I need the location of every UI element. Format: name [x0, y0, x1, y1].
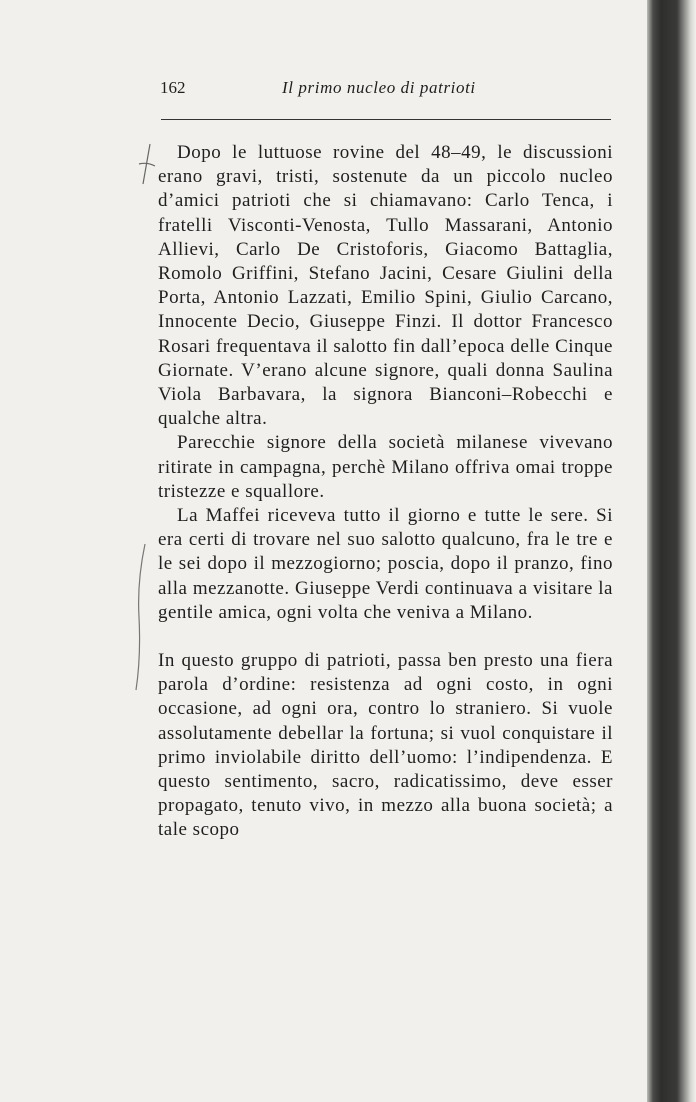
page-header	[158, 78, 610, 104]
paragraph: Dopo le luttuose rovine del 48–49, le discussioni erano gravi, tristi, sostenute da un piccolo nucleo d’amici patrioti che si chiamavano: Carlo Tenca, i fratelli Visconti-Venosta, Tullo Massarani, Antonio Allievi, Carlo De Cristoforis, Giacomo Battaglia, Romolo Griffini, Stefano Jacini, Cesare Giulini della Porta, Antonio Lazzati, Emilio Spini, Giulio Carcano, Innocente Decio, Giuseppe Finzi. Il dottor Francesco Rosari frequentava il salotto fin dall’epoca delle Cinque Giornate. V’erano alcune signore, quali donna Saulina Viola Barbavara, la signora Bianconi–Robecchi e qualche altra.	[158, 142, 613, 430]
body-text	[158, 141, 613, 843]
handwritten-cross-mark	[138, 142, 156, 186]
page-binding-edge	[647, 0, 696, 1102]
header-rule	[161, 119, 611, 120]
page-number: 162	[160, 78, 186, 97]
paragraph: Parecchie signore della società milanese vivevano ritirate in campagna, perchè Milano offriva omai troppe tristezze e squallore.	[158, 432, 613, 502]
running-head: Il primo nucleo di patrioti	[282, 78, 476, 97]
paragraph: La Maffei riceveva tutto il giorno e tutte le sere. Si era certi di trovare nel suo salotto qualcuno, fra le tre e le sei dopo il mezzogiorno; poscia, dopo il pranzo, fino alla mezzanotte. Giuseppe Verdi continuava a visitare la gentile amica, ogni volta che veniva a Milano.	[158, 505, 613, 623]
handwritten-margin-bracket	[133, 542, 147, 692]
paragraph: In questo gruppo di patrioti, passa ben presto una fiera parola d’ordine: resistenza ad ogni costo, in ogni occasione, ad ogni ora, contro lo straniero. Si vuole assolutamente debellar la fortuna; si vuol conquistare il primo inviolabile diritto dell’uomo: l’indipendenza. E questo sentimento, sacro, radicatissimo, deve esser propagato, tenuto vivo, in mezzo alla buona società; a tale scopo	[158, 650, 613, 841]
